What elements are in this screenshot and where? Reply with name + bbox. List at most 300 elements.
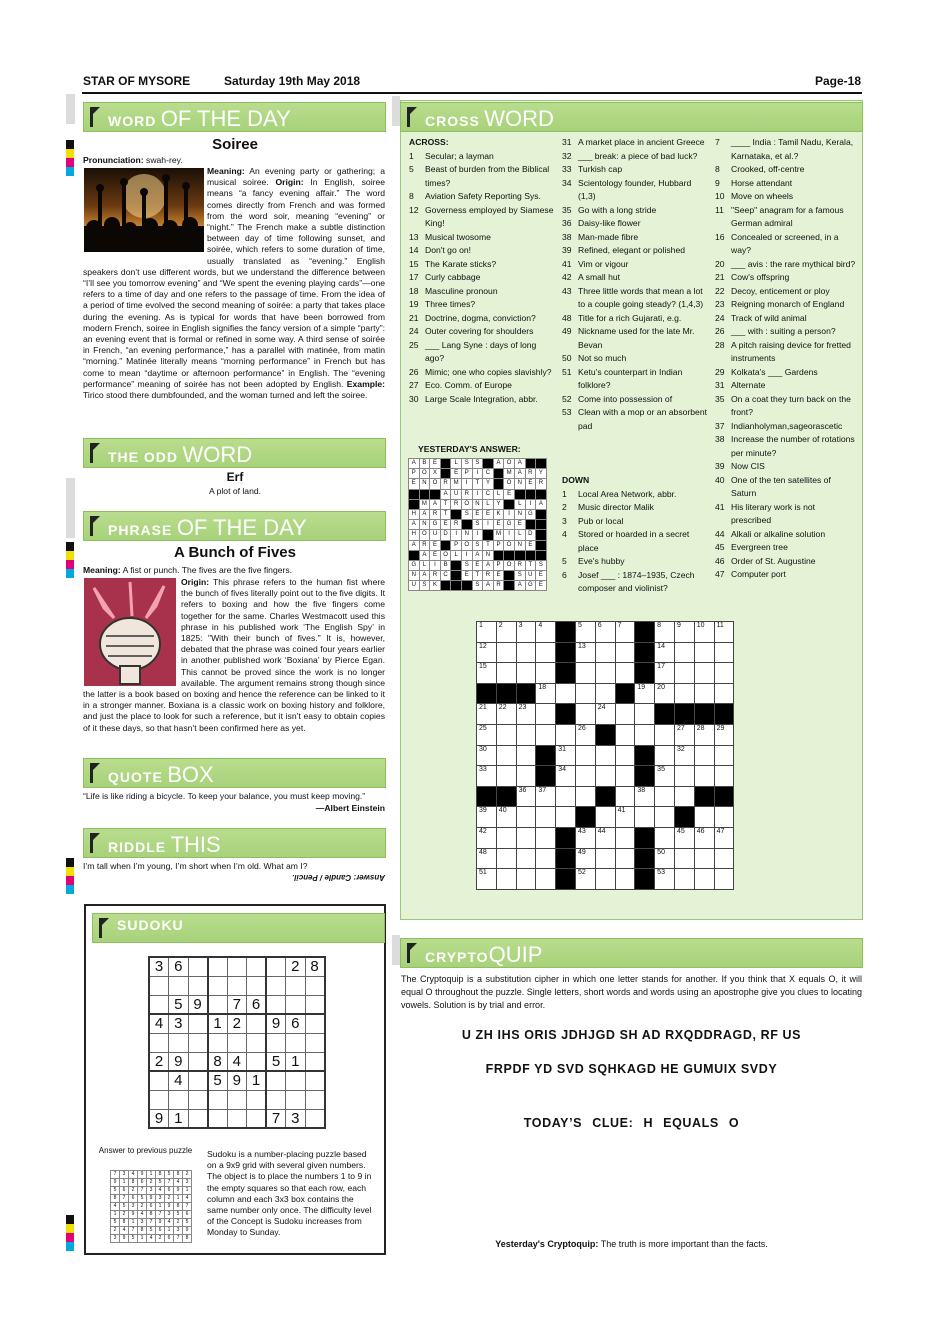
- answer-cell: [419, 489, 430, 499]
- sudoku-answer-cell: 7: [111, 1171, 120, 1179]
- crossword-cell[interactable]: [575, 766, 595, 787]
- crossword-cell[interactable]: [674, 642, 694, 663]
- crossword-cell[interactable]: [536, 848, 556, 869]
- crossword-cell[interactable]: [496, 869, 516, 890]
- sudoku-cell[interactable]: [188, 1014, 208, 1033]
- crossword-cell[interactable]: [496, 724, 516, 745]
- clue-item: 10 Move on wheels: [715, 191, 794, 201]
- sudoku-cell[interactable]: 8: [208, 1052, 228, 1071]
- sudoku-cell[interactable]: [305, 1109, 325, 1128]
- crossword-cell[interactable]: [615, 848, 635, 869]
- sudoku-cell[interactable]: [266, 995, 286, 1014]
- sudoku-cell[interactable]: [208, 976, 228, 995]
- crossword-cell[interactable]: [496, 745, 516, 766]
- sudoku-cell[interactable]: [149, 1071, 169, 1090]
- crossword-cell[interactable]: 49: [575, 848, 595, 869]
- sudoku-cell[interactable]: [227, 1033, 247, 1052]
- crossword-cell[interactable]: 6: [595, 622, 615, 643]
- sudoku-cell[interactable]: 7: [227, 995, 247, 1014]
- crossword-cell[interactable]: [556, 724, 576, 745]
- answer-cell: [440, 540, 451, 550]
- crossword-cell[interactable]: [595, 683, 615, 704]
- sudoku-cell[interactable]: 9: [149, 1109, 169, 1128]
- sudoku-cell[interactable]: [305, 1052, 325, 1071]
- crossword-block: [595, 786, 615, 807]
- answer-cell: E: [440, 520, 451, 530]
- paper-name: STAR OF MYSORE: [83, 74, 191, 88]
- answer-cell: [440, 469, 451, 479]
- sudoku-cell[interactable]: 5: [208, 1071, 228, 1090]
- sudoku-cell[interactable]: 2: [149, 1052, 169, 1071]
- answer-cell: M: [504, 469, 515, 479]
- crossword-cell[interactable]: [595, 848, 615, 869]
- crossword-cell[interactable]: [635, 807, 655, 828]
- crossword-cell[interactable]: [694, 745, 714, 766]
- crossword-cell[interactable]: [556, 683, 576, 704]
- sudoku-cell[interactable]: [208, 1090, 228, 1109]
- sudoku-cell[interactable]: [266, 957, 286, 976]
- sudoku-cell[interactable]: [305, 976, 325, 995]
- crossword-cell[interactable]: [615, 869, 635, 890]
- sudoku-cell[interactable]: [188, 1090, 208, 1109]
- answer-cell: I: [472, 489, 483, 499]
- answer-cell: A: [419, 550, 430, 560]
- answer-cell: R: [493, 581, 504, 591]
- sudoku-cell[interactable]: 8: [305, 957, 325, 976]
- crossword-cell[interactable]: 28: [694, 724, 714, 745]
- sudoku-cell[interactable]: 1: [247, 1071, 267, 1090]
- crossword-block: [595, 724, 615, 745]
- sudoku-cell[interactable]: [149, 1090, 169, 1109]
- answer-cell: A: [514, 459, 525, 469]
- crossword-cell[interactable]: 45: [674, 827, 694, 848]
- answer-cell: A: [440, 489, 451, 499]
- answer-cell: O: [504, 540, 515, 550]
- crossword-cell[interactable]: [615, 663, 635, 684]
- crossword-cell[interactable]: [615, 642, 635, 663]
- crossword-cell[interactable]: [714, 869, 734, 890]
- crossword-cell[interactable]: [536, 663, 556, 684]
- crossword-cell[interactable]: [694, 683, 714, 704]
- sudoku-cell[interactable]: 1: [169, 1109, 189, 1128]
- sudoku-answer-cell: 5: [165, 1171, 174, 1179]
- sudoku-answer-cell: 5: [147, 1227, 156, 1235]
- answer-cell: [451, 560, 462, 570]
- crossword-cell[interactable]: 18: [536, 683, 556, 704]
- crossword-cell[interactable]: [595, 869, 615, 890]
- answer-cell: [504, 571, 515, 581]
- crossword-cell[interactable]: 29: [714, 724, 734, 745]
- quote-text: “Life is like riding a bicycle. To keep your balance, you must keep moving.”: [83, 791, 366, 801]
- crossword-cell[interactable]: [536, 807, 556, 828]
- crossword-cell[interactable]: [595, 807, 615, 828]
- crossword-block: [556, 869, 576, 890]
- crossword-cell[interactable]: [496, 642, 516, 663]
- sudoku-cell[interactable]: [188, 957, 208, 976]
- sudoku-cell[interactable]: [208, 1033, 228, 1052]
- sudoku-cell[interactable]: 6: [169, 957, 189, 976]
- sudoku-cell[interactable]: 4: [149, 1014, 169, 1033]
- sudoku-answer-cell: 5: [156, 1179, 165, 1187]
- crossword-cell[interactable]: 7: [615, 622, 635, 643]
- sudoku-cell[interactable]: [247, 1109, 267, 1128]
- crossword-block: [655, 704, 675, 725]
- sudoku-cell[interactable]: 6: [286, 1014, 306, 1033]
- answer-cell: I: [483, 520, 494, 530]
- crossword-cell[interactable]: 30: [477, 745, 497, 766]
- crossword-block: [714, 704, 734, 725]
- sudoku-answer-cell: 7: [183, 1203, 192, 1211]
- clue-item: 39 Refined, elegant or polished: [562, 245, 686, 255]
- crossword-cell[interactable]: [615, 745, 635, 766]
- sudoku-cell[interactable]: [305, 1071, 325, 1090]
- crossword-block: [694, 786, 714, 807]
- crossword-cell[interactable]: 44: [595, 827, 615, 848]
- clue-item: 4 Stored or hoarded in a secret place: [562, 529, 690, 553]
- crossword-cell[interactable]: [655, 724, 675, 745]
- sudoku-cell[interactable]: 5: [266, 1052, 286, 1071]
- sudoku-cell[interactable]: [305, 1090, 325, 1109]
- clue-item: 48 Title for a rich Gujarati, e.g.: [562, 312, 682, 323]
- crossword-cell[interactable]: [595, 663, 615, 684]
- answer-cell: A: [514, 581, 525, 591]
- sudoku-cell[interactable]: [227, 976, 247, 995]
- sudoku-cell[interactable]: 6: [247, 995, 267, 1014]
- crossword-block: [674, 704, 694, 725]
- sudoku-cell[interactable]: [208, 957, 228, 976]
- crossword-cell[interactable]: [674, 766, 694, 787]
- quote-author: —Albert Einstein: [315, 803, 385, 813]
- answer-cell: G: [409, 560, 420, 570]
- crossword-cell[interactable]: 40: [496, 807, 516, 828]
- sudoku-answer-cell: 8: [183, 1235, 192, 1243]
- crossword-cell[interactable]: 38: [635, 786, 655, 807]
- sudoku-cell[interactable]: [227, 957, 247, 976]
- crossword-cell[interactable]: [714, 663, 734, 684]
- clue-item: 17 Curly cabbage: [409, 272, 481, 282]
- crossword-cell[interactable]: [595, 745, 615, 766]
- crossword-cell[interactable]: 17: [655, 663, 675, 684]
- sudoku-cell[interactable]: 9: [266, 1014, 286, 1033]
- crossword-cell[interactable]: 11: [714, 622, 734, 643]
- sudoku-cell[interactable]: [286, 1071, 306, 1090]
- crossword-cell[interactable]: [536, 704, 556, 725]
- crossword-cell[interactable]: [516, 642, 536, 663]
- crossword-cell[interactable]: [714, 807, 734, 828]
- sudoku-cell[interactable]: 2: [227, 1014, 247, 1033]
- sudoku-answer-cell: 6: [165, 1187, 174, 1195]
- answer-cell: S: [514, 571, 525, 581]
- crossword-cell[interactable]: [694, 642, 714, 663]
- answer-cell: T: [440, 509, 451, 519]
- crossword-cell[interactable]: [536, 642, 556, 663]
- crossword-cell[interactable]: 34: [556, 766, 576, 787]
- crossword-cell[interactable]: 21: [477, 704, 497, 725]
- answer-cell: [536, 550, 547, 560]
- crossword-cell[interactable]: [714, 642, 734, 663]
- sudoku-cell[interactable]: [286, 976, 306, 995]
- crossword-cell[interactable]: 19: [635, 683, 655, 704]
- word-of-day-banner: WORD OF THE DAY: [83, 102, 386, 132]
- across-clues: ACROSS: 1 Secular; a layman 5 Beast of burden from the Biblical times? 8 Aviation Safety Reporting Sys. 12 Governess employed by Siamese King! 13 Musical twosome 14 Don't go on! 15 The Karate sticks? 17 Curly cabbage 18 Masculine pronoun 19 Three times? 21 Doctrine, dogma, conviction? 24 Outer covering for shoulders 25 ___ Lang Syne : days of long ago? 26 Mimic; one who copies slavishly? 27 Eco. Comm. of Europe 30 Large Scale Integration, abbr.: [409, 136, 555, 406]
- crossword-cell[interactable]: [694, 807, 714, 828]
- crossword-cell[interactable]: 13: [575, 642, 595, 663]
- crossword-cell[interactable]: [496, 766, 516, 787]
- crossword-cell[interactable]: [615, 786, 635, 807]
- crossword-cell[interactable]: [714, 766, 734, 787]
- crossword-cell[interactable]: [615, 704, 635, 725]
- sudoku-cell[interactable]: [286, 1033, 306, 1052]
- crossword-cell[interactable]: 36: [516, 786, 536, 807]
- crossword-cell[interactable]: [615, 827, 635, 848]
- crossword-cell[interactable]: [575, 683, 595, 704]
- sudoku-cell[interactable]: [247, 1014, 267, 1033]
- crossword-cell[interactable]: [615, 766, 635, 787]
- crossword-cell[interactable]: 25: [477, 724, 497, 745]
- crossword-cell[interactable]: [556, 807, 576, 828]
- crossword-cell[interactable]: 33: [477, 766, 497, 787]
- crossword-cell[interactable]: [575, 786, 595, 807]
- sudoku-cell[interactable]: [247, 957, 267, 976]
- sudoku-answer-cell: 7: [120, 1195, 129, 1203]
- sudoku-answer-cell: 1: [174, 1195, 183, 1203]
- crossword-cell[interactable]: [674, 683, 694, 704]
- sudoku-cell[interactable]: [188, 976, 208, 995]
- sudoku-answer-cell: 5: [129, 1235, 138, 1243]
- crossword-cell[interactable]: [595, 642, 615, 663]
- crossword-cell[interactable]: [575, 745, 595, 766]
- crossword-cell[interactable]: [536, 827, 556, 848]
- sudoku-cell[interactable]: 1: [286, 1052, 306, 1071]
- crossword-cell[interactable]: [635, 724, 655, 745]
- crossword-cell[interactable]: 15: [477, 663, 497, 684]
- crossword-cell[interactable]: [714, 683, 734, 704]
- clue-item: 46 Order of St. Augustine: [715, 555, 816, 566]
- answer-cell: A: [472, 550, 483, 560]
- crossword-block: [556, 642, 576, 663]
- answer-cell: O: [430, 479, 441, 489]
- sudoku-answer-cell: 8: [147, 1211, 156, 1219]
- sudoku-cell[interactable]: [149, 995, 169, 1014]
- sudoku-cell[interactable]: [305, 1033, 325, 1052]
- crossword-cell[interactable]: [496, 663, 516, 684]
- crossword-cell[interactable]: 26: [575, 724, 595, 745]
- crossword-cell[interactable]: [694, 848, 714, 869]
- sudoku-answer-cell: 2: [138, 1203, 147, 1211]
- sudoku-cell[interactable]: [149, 1033, 169, 1052]
- crossword-cell[interactable]: 48: [477, 848, 497, 869]
- sudoku-cell[interactable]: 9: [188, 995, 208, 1014]
- crossword-cell[interactable]: [516, 745, 536, 766]
- sudoku-cell[interactable]: [266, 976, 286, 995]
- answer-cell: A: [493, 459, 504, 469]
- sudoku-cell[interactable]: [266, 1071, 286, 1090]
- crossword-cell[interactable]: 9: [674, 622, 694, 643]
- crossword-cell[interactable]: [674, 663, 694, 684]
- sudoku-cell[interactable]: 5: [169, 995, 189, 1014]
- sudoku-cell[interactable]: [227, 1090, 247, 1109]
- sudoku-cell[interactable]: [247, 1090, 267, 1109]
- crossword-banner: CROSS WORD: [400, 102, 863, 132]
- crossword-cell[interactable]: 8: [655, 622, 675, 643]
- crossword-grid[interactable]: [476, 621, 734, 890]
- crossword-cell[interactable]: 47: [714, 827, 734, 848]
- clue-item: 5 Beast of burden from the Biblical times?: [409, 164, 550, 188]
- crossword-cell[interactable]: [694, 663, 714, 684]
- sudoku-cell[interactable]: [149, 976, 169, 995]
- crossword-cell[interactable]: 2: [496, 622, 516, 643]
- sudoku-grid[interactable]: [148, 956, 326, 1129]
- crossword-cell[interactable]: [655, 807, 675, 828]
- sudoku-cell[interactable]: 7: [266, 1109, 286, 1128]
- crossword-cell[interactable]: 20: [655, 683, 675, 704]
- crossword-cell[interactable]: [694, 869, 714, 890]
- sudoku-answer-cell: 2: [165, 1195, 174, 1203]
- sudoku-cell[interactable]: 3: [286, 1109, 306, 1128]
- answer-cell: L: [419, 560, 430, 570]
- crossword-cell[interactable]: 31: [556, 745, 576, 766]
- crossword-cell[interactable]: [674, 848, 694, 869]
- crossword-cell[interactable]: [575, 663, 595, 684]
- crossword-cell[interactable]: [694, 766, 714, 787]
- crossword-cell[interactable]: 46: [694, 827, 714, 848]
- answer-cell: [461, 581, 472, 591]
- crossword-cell[interactable]: [516, 724, 536, 745]
- answer-cell: T: [440, 499, 451, 509]
- crossword-cell[interactable]: [635, 704, 655, 725]
- answer-cell: [430, 489, 441, 499]
- crossword-cell[interactable]: 53: [655, 869, 675, 890]
- crossword-cell[interactable]: [655, 745, 675, 766]
- sudoku-answer-cell: 9: [174, 1187, 183, 1195]
- crossword-cell[interactable]: 37: [536, 786, 556, 807]
- clue-item: 50 Not so much: [562, 353, 627, 363]
- sudoku-cell[interactable]: [286, 995, 306, 1014]
- crossword-cell[interactable]: 3: [516, 622, 536, 643]
- crossword-cell[interactable]: 42: [477, 827, 497, 848]
- sudoku-cell[interactable]: [208, 1109, 228, 1128]
- sudoku-cell[interactable]: [247, 1033, 267, 1052]
- crossword-cell[interactable]: 5: [575, 622, 595, 643]
- crossword-cell[interactable]: [516, 827, 536, 848]
- clue-item: 18 Masculine pronoun: [409, 285, 498, 296]
- sudoku-cell[interactable]: 3: [149, 957, 169, 976]
- crossword-block: [635, 869, 655, 890]
- crossword-cell[interactable]: [536, 724, 556, 745]
- sudoku-cell[interactable]: [169, 1090, 189, 1109]
- cryptoquip-banner: CRYPTOQUIP: [400, 938, 863, 968]
- odd-word-title: Erf: [226, 470, 244, 484]
- crossword-cell[interactable]: [674, 786, 694, 807]
- crossword-cell[interactable]: 22: [496, 704, 516, 725]
- sudoku-cell[interactable]: [188, 1033, 208, 1052]
- sudoku-cell[interactable]: [169, 1033, 189, 1052]
- crossword-cell[interactable]: [714, 848, 734, 869]
- sudoku-cell[interactable]: [286, 1090, 306, 1109]
- crossword-cell[interactable]: [516, 869, 536, 890]
- crossword-cell[interactable]: [655, 827, 675, 848]
- crossword-cell[interactable]: [655, 786, 675, 807]
- clue-item: 31 A market place in ancient Greece: [562, 137, 705, 147]
- sudoku-cell[interactable]: [247, 1052, 267, 1071]
- sudoku-cell[interactable]: 4: [227, 1052, 247, 1071]
- answer-cell: O: [461, 540, 472, 550]
- crossword-cell[interactable]: 4: [536, 622, 556, 643]
- answer-cell: C: [440, 571, 451, 581]
- sudoku-cell[interactable]: 9: [169, 1052, 189, 1071]
- crossword-cell[interactable]: 12: [477, 642, 497, 663]
- sudoku-cell[interactable]: [188, 1109, 208, 1128]
- sudoku-cell[interactable]: [305, 995, 325, 1014]
- crossword-cell[interactable]: [496, 827, 516, 848]
- sudoku-cell[interactable]: [266, 1090, 286, 1109]
- crossword-cell[interactable]: [595, 766, 615, 787]
- odd-word-meaning: A plot of land.: [208, 486, 262, 496]
- sudoku-cell[interactable]: 4: [169, 1071, 189, 1090]
- crossword-cell[interactable]: 27: [674, 724, 694, 745]
- crossword-cell[interactable]: [516, 848, 536, 869]
- sudoku-cell[interactable]: 3: [169, 1014, 189, 1033]
- crossword-cell[interactable]: 51: [477, 869, 497, 890]
- clue-item: 8 Aviation Safety Reporting Sys.: [409, 191, 541, 201]
- crossword-cell[interactable]: [714, 745, 734, 766]
- crossword-cell[interactable]: [516, 807, 536, 828]
- sudoku-cell[interactable]: [169, 976, 189, 995]
- sudoku-cell[interactable]: [188, 1071, 208, 1090]
- clue-item: 35 Go with a long stride: [562, 204, 657, 215]
- answer-cell: [451, 571, 462, 581]
- answer-cell: D: [440, 530, 451, 540]
- crossword-cell[interactable]: [536, 869, 556, 890]
- crossword-cell[interactable]: 24: [595, 704, 615, 725]
- sudoku-cell[interactable]: 2: [286, 957, 306, 976]
- sudoku-cell[interactable]: [208, 995, 228, 1014]
- crossword-cell[interactable]: 41: [615, 807, 635, 828]
- sudoku-cell[interactable]: [227, 1109, 247, 1128]
- crossword-cell[interactable]: 1: [477, 622, 497, 643]
- sudoku-cell[interactable]: 1: [208, 1014, 228, 1033]
- crossword-cell[interactable]: [575, 704, 595, 725]
- crossword-cell[interactable]: 14: [655, 642, 675, 663]
- crossword-cell[interactable]: [615, 724, 635, 745]
- answer-cell: O: [504, 479, 515, 489]
- crossword-cell[interactable]: 32: [674, 745, 694, 766]
- sudoku-answer-cell: 4: [129, 1171, 138, 1179]
- crossword-cell[interactable]: [556, 786, 576, 807]
- sudoku-cell[interactable]: [305, 1014, 325, 1033]
- sudoku-answer-cell: 8: [129, 1179, 138, 1187]
- answer-cell: A: [409, 459, 420, 469]
- crossword-cell[interactable]: 50: [655, 848, 675, 869]
- crossword-cell[interactable]: 35: [655, 766, 675, 787]
- crossword-cell[interactable]: [674, 869, 694, 890]
- sudoku-cell[interactable]: [247, 976, 267, 995]
- sudoku-cell[interactable]: [188, 1052, 208, 1071]
- crossword-cell[interactable]: 52: [575, 869, 595, 890]
- answer-cell: E: [514, 520, 525, 530]
- crossword-cell[interactable]: [516, 766, 536, 787]
- crossword-cell[interactable]: 23: [516, 704, 536, 725]
- crossword-cell[interactable]: [496, 848, 516, 869]
- sudoku-cell[interactable]: [266, 1033, 286, 1052]
- crossword-cell[interactable]: [516, 663, 536, 684]
- crossword-cell[interactable]: 10: [694, 622, 714, 643]
- crossword-cell[interactable]: 39: [477, 807, 497, 828]
- answer-cell: [504, 499, 515, 509]
- sudoku-cell[interactable]: 9: [227, 1071, 247, 1090]
- crossword-cell[interactable]: 43: [575, 827, 595, 848]
- answer-cell: [525, 520, 536, 530]
